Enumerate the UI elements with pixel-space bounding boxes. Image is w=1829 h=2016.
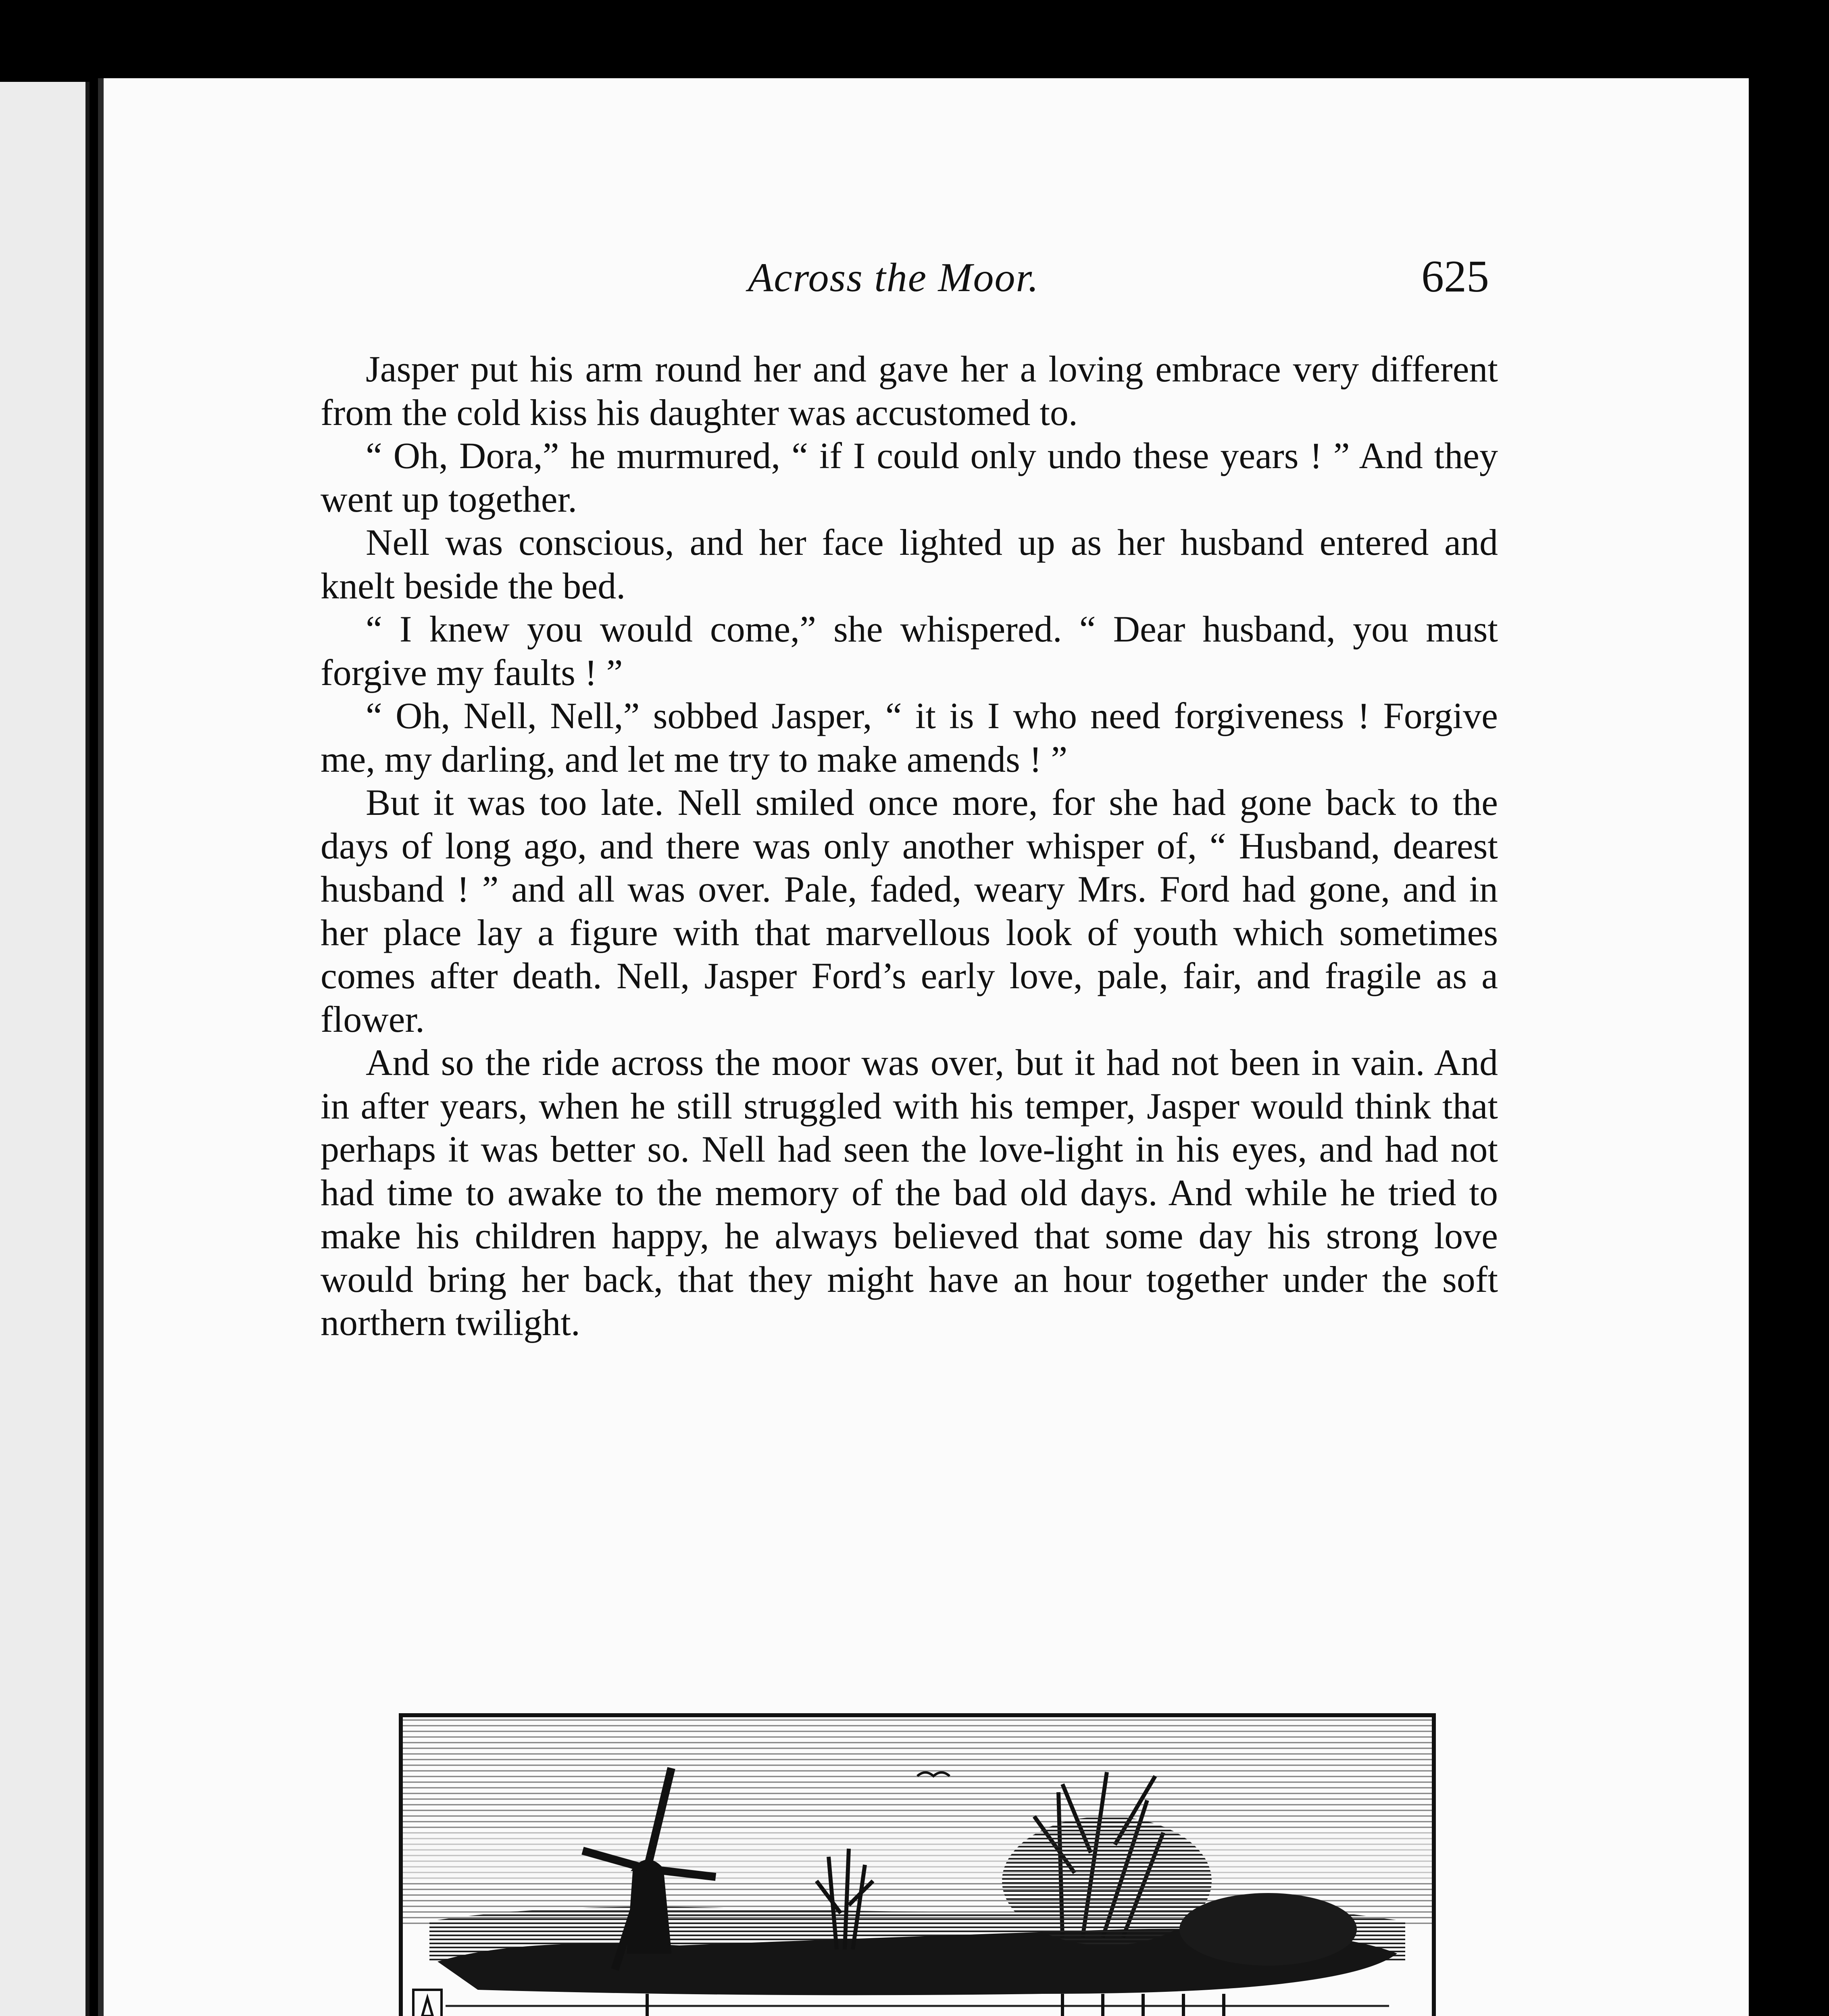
page-number: 625 bbox=[1421, 252, 1489, 302]
windmill-landscape-illustration bbox=[397, 1712, 1437, 2016]
paragraph: Nell was conscious, and her face lighted up as her husband entered and knelt beside the bed. bbox=[321, 522, 1498, 606]
paragraph: But it was too late. Nell smiled once more, for she had gone back to the days of long ago, and there was only another whisper of, “ Husband, dearest husband ! ” and all was over. Pale, faded, weary Mrs. Ford had gone, and in her place lay a figure with that marvellous look of youth which sometimes comes after death. Nell, Jasper Ford’s early love, pale, fair, and fragile as a flower. bbox=[321, 782, 1498, 1040]
running-title: Across the Moor. bbox=[748, 255, 1039, 300]
paragraph: And so the ride across the moor was over, but it had not been in vain. And in after years, when he still struggled with his temper, Jasper would think that perhaps it was better so. Nell had seen the love-light in his eyes, and had not had time to awake to the memory of the bad old days. And while he tried to make his children happy, he always believed that some day his strong love would bring her back, that they might have an hour together under the soft northern twilight. bbox=[321, 1042, 1498, 1343]
paragraph: Jasper put his arm round her and gave her a loving embrace very different from the cold kiss his daughter was accustomed to. bbox=[321, 348, 1498, 433]
paragraph: “ I knew you would come,” she whispered. “ Dear husband, you must forgive my faults ! ” bbox=[321, 608, 1498, 693]
paragraph: “ Oh, Dora,” he murmured, “ if I could only undo these years ! ” And they went up together. bbox=[321, 435, 1498, 520]
artist-monogram bbox=[413, 1990, 442, 2016]
paragraph: “ Oh, Nell, Nell,” sobbed Jasper, “ it is I who need forgiveness ! Forgive me, my darling, and let me try to make amends ! ” bbox=[321, 695, 1498, 780]
previous-page-edge bbox=[0, 82, 90, 2016]
body-text bbox=[321, 348, 1498, 1345]
